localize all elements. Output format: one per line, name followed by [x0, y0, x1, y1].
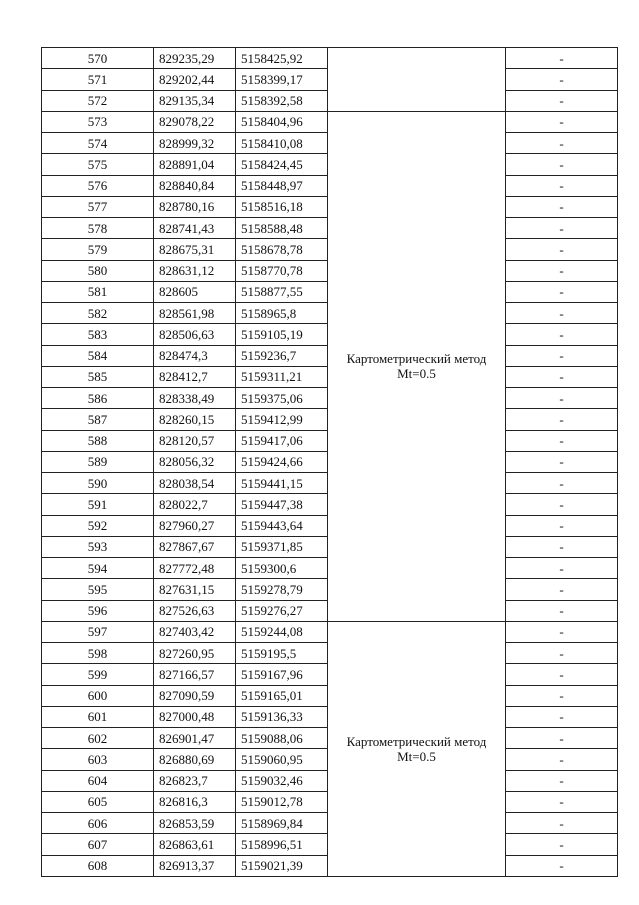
- x-coordinate-cell: 828474,3: [154, 345, 236, 366]
- y-coordinate-cell: 5158425,92: [236, 48, 328, 69]
- note-cell: -: [506, 664, 618, 685]
- point-number-cell: 593: [42, 536, 154, 557]
- y-coordinate-cell: 5159244,08: [236, 621, 328, 642]
- point-number-cell: 594: [42, 558, 154, 579]
- x-coordinate-cell: 828999,32: [154, 133, 236, 154]
- note-cell: -: [506, 111, 618, 132]
- x-coordinate-cell: 828891,04: [154, 154, 236, 175]
- x-coordinate-cell: 829202,44: [154, 69, 236, 90]
- x-coordinate-cell: 828741,43: [154, 218, 236, 239]
- y-coordinate-cell: 5158969,84: [236, 813, 328, 834]
- table-row: [42, 621, 618, 642]
- note-cell: -: [506, 515, 618, 536]
- point-number-cell: 599: [42, 664, 154, 685]
- coordinates-table: [41, 47, 618, 877]
- x-coordinate-cell: 828038,54: [154, 473, 236, 494]
- point-number-cell: 596: [42, 600, 154, 621]
- x-coordinate-cell: 828260,15: [154, 409, 236, 430]
- point-number-cell: 605: [42, 791, 154, 812]
- table-row: [42, 111, 618, 132]
- note-cell: -: [506, 324, 618, 345]
- point-number-cell: 584: [42, 345, 154, 366]
- point-number-cell: 575: [42, 154, 154, 175]
- note-cell: -: [506, 409, 618, 430]
- note-cell: -: [506, 813, 618, 834]
- x-coordinate-cell: 827090,59: [154, 685, 236, 706]
- point-number-cell: 591: [42, 494, 154, 515]
- y-coordinate-cell: 5159424,66: [236, 451, 328, 472]
- y-coordinate-cell: 5159165,01: [236, 685, 328, 706]
- x-coordinate-cell: 826853,59: [154, 813, 236, 834]
- y-coordinate-cell: 5159032,46: [236, 770, 328, 791]
- x-coordinate-cell: 826901,47: [154, 728, 236, 749]
- y-coordinate-cell: 5158877,55: [236, 281, 328, 302]
- y-coordinate-cell: 5158392,58: [236, 90, 328, 111]
- x-coordinate-cell: 827260,95: [154, 643, 236, 664]
- note-cell: -: [506, 175, 618, 196]
- x-coordinate-cell: 826913,37: [154, 855, 236, 876]
- point-number-cell: 588: [42, 430, 154, 451]
- note-cell: -: [506, 685, 618, 706]
- x-coordinate-cell: 826823,7: [154, 770, 236, 791]
- point-number-cell: 592: [42, 515, 154, 536]
- note-cell: -: [506, 558, 618, 579]
- x-coordinate-cell: 828675,31: [154, 239, 236, 260]
- y-coordinate-cell: 5159236,7: [236, 345, 328, 366]
- y-coordinate-cell: 5159060,95: [236, 749, 328, 770]
- note-cell: -: [506, 133, 618, 154]
- y-coordinate-cell: 5158996,51: [236, 834, 328, 855]
- point-number-cell: 598: [42, 643, 154, 664]
- note-cell: -: [506, 791, 618, 812]
- x-coordinate-cell: 827772,48: [154, 558, 236, 579]
- x-coordinate-cell: 828022,7: [154, 494, 236, 515]
- x-coordinate-cell: 827526,63: [154, 600, 236, 621]
- note-cell: -: [506, 643, 618, 664]
- y-coordinate-cell: 5159021,39: [236, 855, 328, 876]
- x-coordinate-cell: 826816,3: [154, 791, 236, 812]
- method-name: Картометрический метод: [346, 351, 487, 367]
- x-coordinate-cell: 827403,42: [154, 621, 236, 642]
- y-coordinate-cell: 5159012,78: [236, 791, 328, 812]
- x-coordinate-cell: 826880,69: [154, 749, 236, 770]
- y-coordinate-cell: 5158410,08: [236, 133, 328, 154]
- y-coordinate-cell: 5158399,17: [236, 69, 328, 90]
- point-number-cell: 572: [42, 90, 154, 111]
- x-coordinate-cell: 829235,29: [154, 48, 236, 69]
- x-coordinate-cell: 828561,98: [154, 303, 236, 324]
- method-cell: [328, 621, 506, 876]
- point-number-cell: 590: [42, 473, 154, 494]
- note-cell: -: [506, 239, 618, 260]
- note-cell: -: [506, 600, 618, 621]
- method-name: Картометрический метод: [346, 733, 487, 749]
- y-coordinate-cell: 5159375,06: [236, 388, 328, 409]
- x-coordinate-cell: 828780,16: [154, 196, 236, 217]
- point-number-cell: 608: [42, 855, 154, 876]
- note-cell: -: [506, 388, 618, 409]
- method-cell: [328, 111, 506, 621]
- note-cell: -: [506, 303, 618, 324]
- x-coordinate-cell: 827000,48: [154, 706, 236, 727]
- note-cell: -: [506, 536, 618, 557]
- x-coordinate-cell: 828120,57: [154, 430, 236, 451]
- x-coordinate-cell: 826863,61: [154, 834, 236, 855]
- point-number-cell: 580: [42, 260, 154, 281]
- y-coordinate-cell: 5159276,27: [236, 600, 328, 621]
- x-coordinate-cell: 827631,15: [154, 579, 236, 600]
- note-cell: -: [506, 218, 618, 239]
- y-coordinate-cell: 5158404,96: [236, 111, 328, 132]
- x-coordinate-cell: 827960,27: [154, 515, 236, 536]
- point-number-cell: 578: [42, 218, 154, 239]
- method-accuracy: Mt=0.5: [397, 748, 436, 764]
- y-coordinate-cell: 5159371,85: [236, 536, 328, 557]
- x-coordinate-cell: 828631,12: [154, 260, 236, 281]
- note-cell: -: [506, 473, 618, 494]
- y-coordinate-cell: 5158678,78: [236, 239, 328, 260]
- point-number-cell: 581: [42, 281, 154, 302]
- y-coordinate-cell: 5158424,45: [236, 154, 328, 175]
- note-cell: -: [506, 154, 618, 175]
- y-coordinate-cell: 5159278,79: [236, 579, 328, 600]
- note-cell: -: [506, 430, 618, 451]
- point-number-cell: 601: [42, 706, 154, 727]
- note-cell: -: [506, 281, 618, 302]
- y-coordinate-cell: 5159412,99: [236, 409, 328, 430]
- point-number-cell: 579: [42, 239, 154, 260]
- y-coordinate-cell: 5158965,8: [236, 303, 328, 324]
- y-coordinate-cell: 5159417,06: [236, 430, 328, 451]
- note-cell: -: [506, 706, 618, 727]
- method-cell: [328, 48, 506, 112]
- x-coordinate-cell: 828605: [154, 281, 236, 302]
- note-cell: -: [506, 196, 618, 217]
- point-number-cell: 603: [42, 749, 154, 770]
- point-number-cell: 577: [42, 196, 154, 217]
- y-coordinate-cell: 5158448,97: [236, 175, 328, 196]
- note-cell: -: [506, 855, 618, 876]
- point-number-cell: 604: [42, 770, 154, 791]
- point-number-cell: 589: [42, 451, 154, 472]
- y-coordinate-cell: 5158588,48: [236, 218, 328, 239]
- x-coordinate-cell: 828506,63: [154, 324, 236, 345]
- point-number-cell: 585: [42, 366, 154, 387]
- note-cell: -: [506, 494, 618, 515]
- point-number-cell: 583: [42, 324, 154, 345]
- y-coordinate-cell: 5159088,06: [236, 728, 328, 749]
- x-coordinate-cell: 827867,67: [154, 536, 236, 557]
- x-coordinate-cell: 829078,22: [154, 111, 236, 132]
- y-coordinate-cell: 5159167,96: [236, 664, 328, 685]
- note-cell: -: [506, 579, 618, 600]
- y-coordinate-cell: 5159447,38: [236, 494, 328, 515]
- method-accuracy: Mt=0.5: [397, 366, 436, 382]
- point-number-cell: 607: [42, 834, 154, 855]
- note-cell: -: [506, 770, 618, 791]
- y-coordinate-cell: 5159195,5: [236, 643, 328, 664]
- note-cell: -: [506, 366, 618, 387]
- point-number-cell: 600: [42, 685, 154, 706]
- point-number-cell: 582: [42, 303, 154, 324]
- y-coordinate-cell: 5159105,19: [236, 324, 328, 345]
- point-number-cell: 587: [42, 409, 154, 430]
- point-number-cell: 573: [42, 111, 154, 132]
- note-cell: -: [506, 345, 618, 366]
- y-coordinate-cell: 5158770,78: [236, 260, 328, 281]
- y-coordinate-cell: 5159300,6: [236, 558, 328, 579]
- point-number-cell: 595: [42, 579, 154, 600]
- point-number-cell: 574: [42, 133, 154, 154]
- point-number-cell: 571: [42, 69, 154, 90]
- table-row: [42, 48, 618, 69]
- x-coordinate-cell: 829135,34: [154, 90, 236, 111]
- point-number-cell: 597: [42, 621, 154, 642]
- point-number-cell: 570: [42, 48, 154, 69]
- y-coordinate-cell: 5159441,15: [236, 473, 328, 494]
- point-number-cell: 606: [42, 813, 154, 834]
- note-cell: -: [506, 69, 618, 90]
- x-coordinate-cell: 828840,84: [154, 175, 236, 196]
- y-coordinate-cell: 5159311,21: [236, 366, 328, 387]
- note-cell: -: [506, 621, 618, 642]
- note-cell: -: [506, 834, 618, 855]
- y-coordinate-cell: 5158516,18: [236, 196, 328, 217]
- note-cell: -: [506, 451, 618, 472]
- note-cell: -: [506, 260, 618, 281]
- y-coordinate-cell: 5159443,64: [236, 515, 328, 536]
- note-cell: -: [506, 48, 618, 69]
- note-cell: -: [506, 90, 618, 111]
- x-coordinate-cell: 828412,7: [154, 366, 236, 387]
- coordinates-table-body: [42, 48, 618, 877]
- x-coordinate-cell: 827166,57: [154, 664, 236, 685]
- x-coordinate-cell: 828056,32: [154, 451, 236, 472]
- y-coordinate-cell: 5159136,33: [236, 706, 328, 727]
- point-number-cell: 576: [42, 175, 154, 196]
- point-number-cell: 602: [42, 728, 154, 749]
- point-number-cell: 586: [42, 388, 154, 409]
- x-coordinate-cell: 828338,49: [154, 388, 236, 409]
- note-cell: -: [506, 728, 618, 749]
- note-cell: -: [506, 749, 618, 770]
